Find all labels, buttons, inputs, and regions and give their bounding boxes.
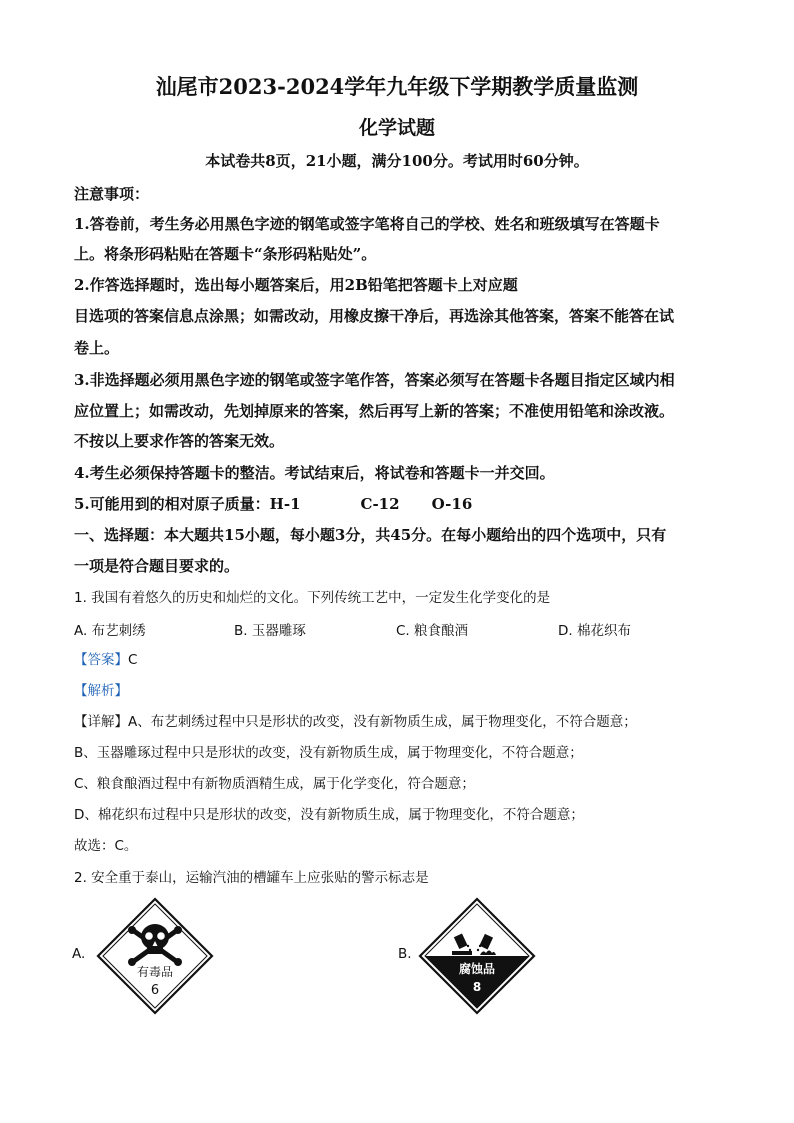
notes-heading: 注意事项： [74,185,150,203]
detail-line: C、粮食酿酒过程中有新物质酒精生成，属于化学变化，符合题意； [74,776,475,792]
q1-answer [74,650,137,670]
q1-conclusion: 故选：C。 [74,838,138,854]
atomic-o: O-16 [431,495,473,513]
q1-option-a: A. 布艺刺绣 [74,623,146,639]
exam-title: 汕尾市2023-2024学年九年级下学期教学质量监测 [155,74,639,99]
atomic-mass-label: 5.可能用到的相对原子质量： [74,495,270,513]
toxic-sign-text: 有毒品 [136,965,173,979]
section-heading: 一、选择题：本大题共15小题，每小题3分，共45分。在每小题给出的四个选项中，只有 [74,526,667,544]
q1-option-c: C. 粮食酿酒 [396,623,469,639]
q1-detail-first [74,712,637,732]
atomic-mass-line [74,494,472,514]
q1-option-d: D. 棉花织布 [558,623,631,639]
detail-line: D、棉花织布过程中只是形状的改变，没有新物质生成，属于物理变化，不符合题意； [74,807,584,823]
corrosive-sign-number: 8 [472,980,482,994]
analysis-tag: 【解析】 [74,683,128,699]
q2-stem: 2. 安全重于泰山，运输汽油的槽罐车上应张贴的警示标志是 [74,870,429,886]
note-line: 1.答卷前，考生务必用黑色字迹的钢笔或签字笔将自己的学校、姓名和班级填写在答题卡 [74,215,660,233]
atomic-c: C-12 [360,495,400,513]
detail-line: B、玉器雕琢过程中只是形状的改变，没有新物质生成，属于物理变化，不符合题意； [74,745,583,761]
q1-option-b: B. 玉器雕琢 [234,623,306,639]
note-line: 目选项的答案信息点涂黑；如需改动，用橡皮擦干净后，再选涂其他答案，答案不能答在试 [74,307,675,325]
atomic-h: H-1 [269,495,301,513]
corrosive-sign-graphic [418,897,536,1015]
answer-value: C [128,652,138,668]
note-line: 卷上。 [74,339,120,357]
answer-tag: 【答案】 [74,652,128,668]
detail-tag: 【详解】 [74,714,128,730]
note-line: 3.非选择题必须用黑色字迹的钢笔或签字笔作答，答案必须写在答题卡各题目指定区域内相 [74,371,675,389]
exam-info: 本试卷共8页，21小题，满分100分。考试用时60分钟。 [205,152,589,170]
note-line: 2.作答选择题时，选出每小题答案后，用2B铅笔把答题卡上对应题 [74,276,518,294]
exam-subtitle: 化学试题 [358,117,435,139]
note-line: 不按以上要求作答的答案无效。 [74,432,285,450]
corrosive-sign-text: 腐蚀品 [458,962,495,976]
toxic-warning-sign [96,897,214,1015]
note-line: 上。将条形码粘贴在答题卡“条形码粘贴处”。 [74,245,377,263]
corrosive-warning-sign [418,897,536,1015]
note-line: 4.考生必须保持答题卡的整洁。考试结束后，将试卷和答题卡一并交回。 [74,464,555,482]
detail-line: A、布艺刺绣过程中只是形状的改变，没有新物质生成，属于物理变化，不符合题意； [128,714,637,730]
q2-option-a-label: A. [72,946,86,962]
q2-option-b-label: B. [398,946,412,962]
toxic-sign-number: 6 [150,983,160,998]
q1-stem: 1. 我国有着悠久的历史和灿烂的文化。下列传统工艺中，一定发生化学变化的是 [74,590,551,606]
section-heading-cont: 一项是符合题目要求的。 [74,557,240,575]
note-line: 应位置上；如需改动，先划掉原来的答案，然后再写上新的答案；不准使用铅笔和涂改液。 [74,402,675,420]
